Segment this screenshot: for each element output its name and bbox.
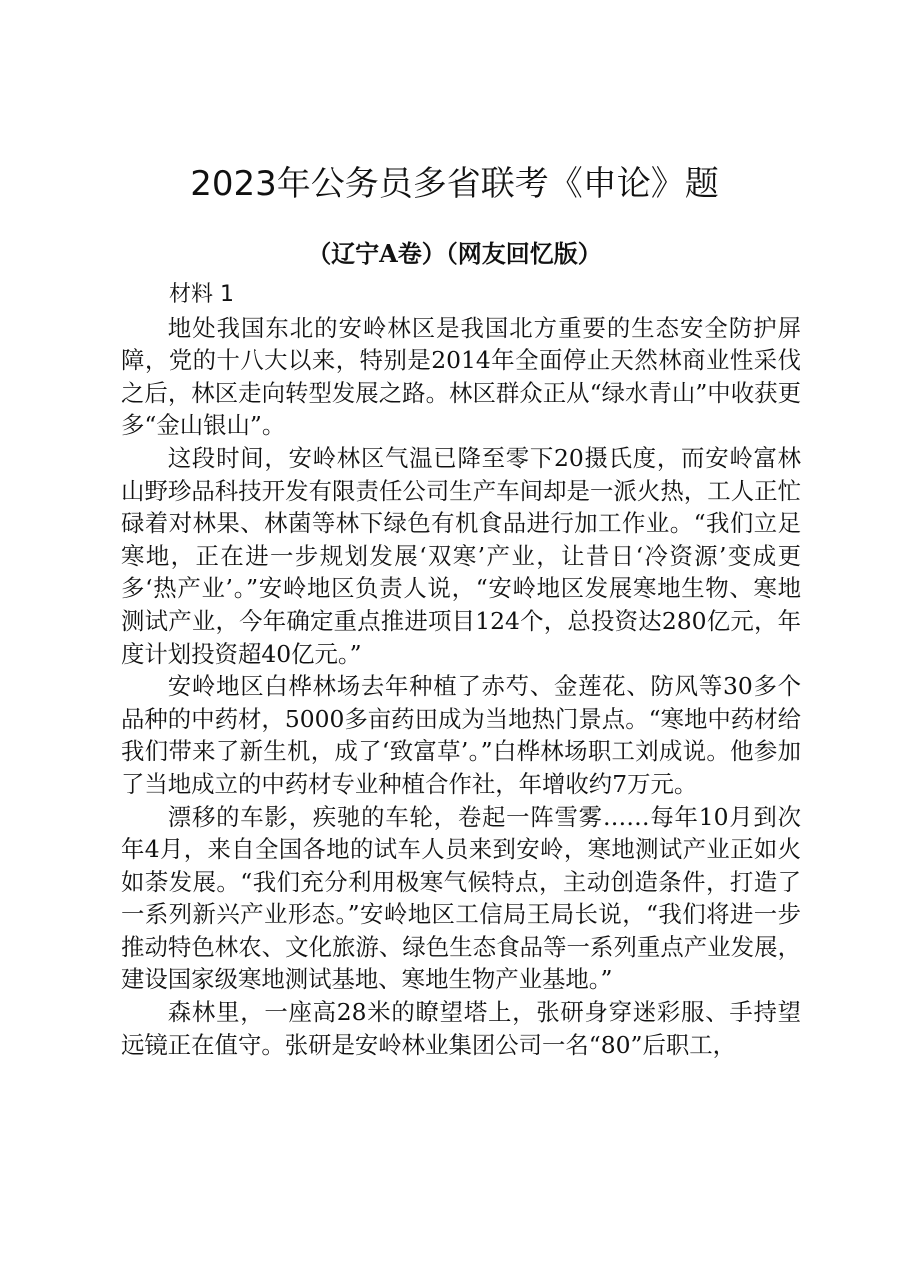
page-title: 2023年公务员多省联考《申论》题 [190, 164, 719, 204]
page-subtitle: （辽宁A卷）（网友回忆版） [307, 239, 602, 268]
paragraph-3: 安岭地区白桦林场去年种植了赤芍、金莲花、防风等30多个品种的中药材，5000多亩药田成为当地热门景点。“寒地中药材给我们带来了新生机，成了‘致富草’。”白桦林场职工刘成说。他参加了当地成立的中药材专业种植合作社，年增收约7万元。 [121, 672, 801, 798]
section-label: 材料 1 [169, 282, 234, 307]
paragraph-4: 漂移的车影，疾驰的车轮，卷起一阵雪雾……每年10月到次年4月，来自全国各地的试车人员来到安岭，寒地测试产业正如火如荼发展。“我们充分利用极寒气候特点，主动创造条件，打造了一系列新兴产业形态。”安岭地区工信局王局长说，“我们将进一步推动特色林农、文化旅游、绿色生态食品等一系列重点产业发展，建设国家级寒地测试基地、寒地生物产业基地。” [121, 802, 801, 994]
paragraph-1: 地处我国东北的安岭林区是我国北方重要的生态安全防护屏障，党的十八大以来，特别是2014年全面停止天然林商业性采伐之后，林区走向转型发展之路。林区群众正从“绿水青山”中收获更多“金山银山”。 [121, 313, 801, 440]
document-body [121, 279, 801, 1061]
paragraph-5: 森林里，一座高28米的瞭望塔上，张研身穿迷彩服、手持望远镜正在值守。张研是安岭林业集团公司一名“80”后职工， [121, 998, 801, 1059]
paragraph-2: 这段时间，安岭林区气温已降至零下20摄氏度，而安岭富林山野珍品科技开发有限责任公司生产车间却是一派火热，工人正忙碌着对林果、林菌等林下绿色有机食品进行加工作业。“我们立足寒地，正在进一步规划发展‘双寒’产业，让昔日‘冷资源’变成更多‘热产业’。”安岭地区负责人说，“安岭地区发展寒地生物、寒地测试产业，今年确定重点推进项目124个，总投资达280亿元，年度计划投资超40亿元。” [121, 443, 801, 668]
